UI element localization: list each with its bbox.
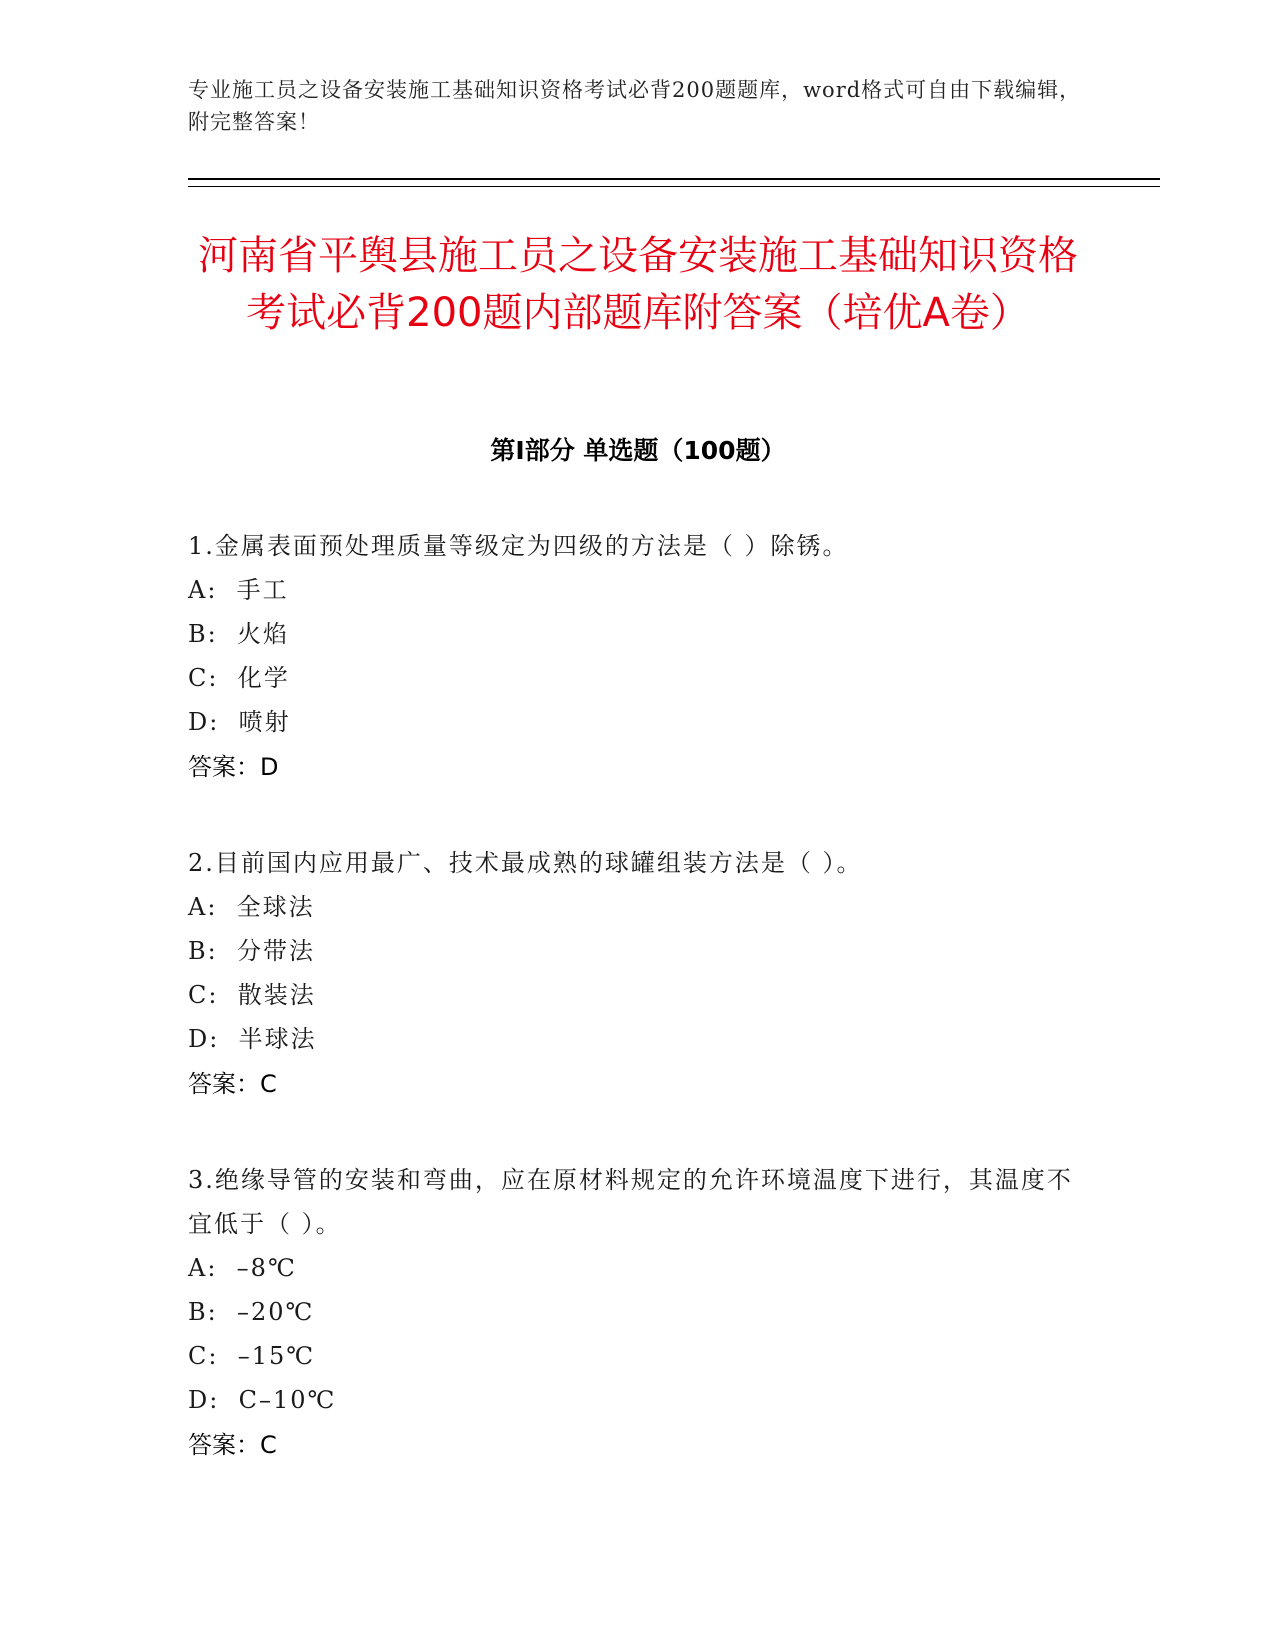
- question-2: [188, 841, 1088, 1107]
- answer: 答案：C: [188, 1070, 277, 1098]
- option-a: A: –8℃: [188, 1254, 297, 1282]
- option-a: A: 全球法: [188, 893, 315, 921]
- option-d: D: 喷射: [188, 708, 291, 736]
- option-d: D: 半球法: [188, 1025, 317, 1053]
- option-b: B: 火焰: [188, 620, 289, 648]
- header-note: 专业施工员之设备安装施工基础知识资格考试必背200题题库，word格式可自由下载编辑，附完整答案！: [188, 78, 1082, 134]
- question-1: [188, 524, 1088, 790]
- header-divider-thick: [188, 178, 1160, 180]
- question-stem: 1.金属表面预处理质量等级定为四级的方法是（ ）除锈。: [188, 532, 849, 560]
- question-stem: 2.目前国内应用最广、技术最成熟的球罐组装方法是（ ）。: [188, 849, 863, 877]
- option-c: C: –15℃: [188, 1342, 316, 1370]
- option-b: B: –20℃: [188, 1298, 315, 1326]
- document-title: 河南省平舆县施工员之设备安装施工基础知识资格考试必背200题内部题库附答案（培优A卷）: [198, 233, 1078, 336]
- question-3: [188, 1158, 1088, 1468]
- option-c: C: 散装法: [188, 981, 316, 1009]
- option-d: D: C–10℃: [188, 1386, 337, 1414]
- section-title: 第Ⅰ部分 单选题（100题）: [490, 436, 786, 465]
- answer: 答案：D: [188, 753, 279, 781]
- answer: 答案：C: [188, 1431, 277, 1459]
- option-b: B: 分带法: [188, 937, 315, 965]
- question-stem: 3.绝缘导管的安装和弯曲，应在原材料规定的允许环境温度下进行，其温度不宜低于（ ）。: [188, 1166, 1073, 1238]
- option-a: A: 手工: [188, 576, 289, 604]
- header-divider-thin: [188, 186, 1160, 187]
- option-c: C: 化学: [188, 664, 290, 692]
